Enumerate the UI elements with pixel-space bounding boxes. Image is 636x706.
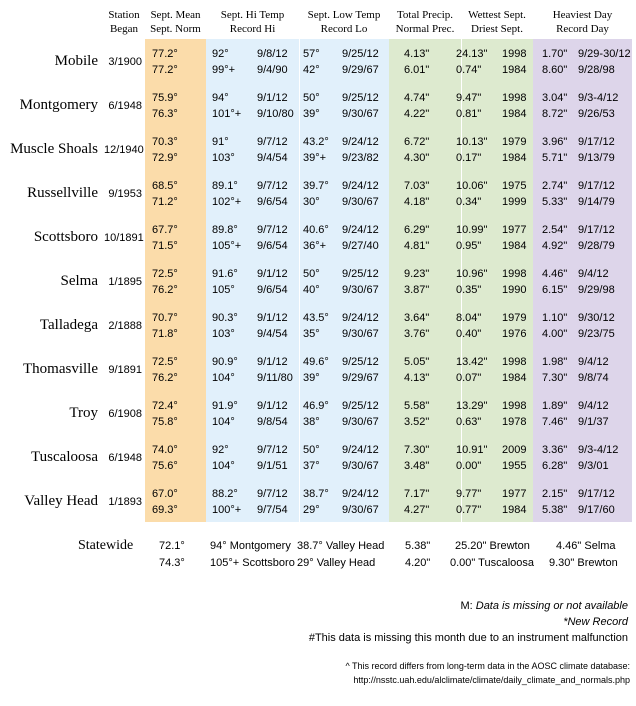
- cell-heaviest-day: 1.89": [542, 400, 568, 412]
- cell-lo: 43.5°: [303, 312, 329, 324]
- cell-driest-year: 1984: [502, 372, 527, 384]
- cell-lo-date: 9/24/12: [342, 444, 379, 456]
- cell-norm: 71.8°: [152, 328, 178, 340]
- statewide-heaviest-day: 4.46" Selma: [556, 540, 616, 552]
- cell-hi-date: 9/1/12: [257, 312, 288, 324]
- cell-mean: 77.2°: [152, 48, 178, 60]
- cell-driest: 0.00": [456, 460, 482, 472]
- station-name: Scottsboro: [33, 229, 98, 245]
- cell-hi: 92°: [212, 444, 229, 456]
- cell-record-hi: 101°+: [212, 108, 242, 120]
- cell-record-day: 5.33": [542, 196, 568, 208]
- cell-mean: 72.5°: [152, 268, 178, 280]
- cell-hi-date: 9/7/12: [257, 136, 288, 148]
- station-name: Muscle Shoals: [10, 141, 98, 157]
- header-precip: Total Precip. Normal Prec.: [395, 9, 455, 35]
- cell-hi-date: 9/7/12: [257, 488, 288, 500]
- cell-lo: 39.7°: [303, 180, 329, 192]
- cell-record-day: 7.46": [542, 416, 568, 428]
- cell-lo-date: 9/25/12: [342, 268, 379, 280]
- station-began: 6/1948: [108, 100, 142, 112]
- footnote-line1: ^ This record differs from long-term data in the AOSC climate database:: [345, 661, 630, 671]
- cell-record-lo: 38°: [303, 416, 320, 428]
- cell-norm: 75.6°: [152, 460, 178, 472]
- cell-hi: 88.2°: [212, 488, 238, 500]
- station-began: 12/1940: [104, 144, 144, 156]
- cell-norm: 71.5°: [152, 240, 178, 252]
- cell-record-day-date: 9/29/98: [578, 284, 615, 296]
- cell-lo-date: 9/24/12: [342, 224, 379, 236]
- cell-norm: 71.2°: [152, 196, 178, 208]
- station-began: 9/1891: [108, 364, 142, 376]
- cell-heaviest-day-date: 9/4/12: [578, 356, 609, 368]
- station-began: 3/1900: [108, 56, 142, 68]
- header-hi-temp: Sept. Hi Temp Record Hi: [220, 9, 285, 35]
- statewide-normal-precip: 4.20": [405, 557, 431, 569]
- statewide-label: Statewide: [78, 538, 134, 553]
- cell-norm: 72.9°: [152, 152, 178, 164]
- cell-driest: 0.17": [456, 152, 482, 164]
- cell-driest: 0.63": [456, 416, 482, 428]
- cell-mean: 72.5°: [152, 356, 178, 368]
- cell-hi: 90.3°: [212, 312, 238, 324]
- cell-record-hi: 103°: [212, 328, 235, 340]
- cell-record-day: 8.72": [542, 108, 568, 120]
- cell-heaviest-day-date: 9/3-4/12: [578, 92, 619, 104]
- table-row: [0, 174, 636, 218]
- station-name: Tuscaloosa: [31, 449, 98, 465]
- cell-wettest-year: 2009: [502, 444, 527, 456]
- cell-wettest-year: 1998: [502, 400, 527, 412]
- cell-lo-date: 9/24/12: [342, 180, 379, 192]
- cell-normal-precip: 6.01": [404, 64, 430, 76]
- statewide-driest: 0.00" Tuscaloosa: [450, 557, 535, 569]
- cell-heaviest-day: 3.36": [542, 444, 568, 456]
- cell-record-hi: 99°+: [212, 64, 236, 76]
- cell-norm: 75.8°: [152, 416, 178, 428]
- legend-missing-key: M:: [460, 600, 473, 612]
- cell-wettest-year: 1977: [502, 488, 527, 500]
- cell-record-lo: 39°+: [303, 152, 327, 164]
- cell-record-hi-date: 9/4/54: [257, 152, 288, 164]
- statewide-norm: 74.3°: [159, 557, 185, 569]
- station-name: Troy: [69, 405, 98, 421]
- cell-mean: 67.7°: [152, 224, 178, 236]
- cell-mean: 72.4°: [152, 400, 178, 412]
- cell-driest: 0.34": [456, 196, 482, 208]
- cell-norm: 76.2°: [152, 284, 178, 296]
- cell-heaviest-day: 1.10": [542, 312, 568, 324]
- cell-hi: 94°: [212, 92, 229, 104]
- cell-wettest: 13.29": [456, 400, 488, 412]
- cell-record-hi: 100°+: [212, 504, 242, 516]
- cell-driest-year: 1984: [502, 504, 527, 516]
- cell-precip: 4.13": [404, 48, 430, 60]
- cell-normal-precip: 4.18": [404, 196, 430, 208]
- station-began: 9/1953: [108, 188, 142, 200]
- cell-record-hi: 103°: [212, 152, 235, 164]
- cell-record-lo-date: 9/23/82: [342, 152, 379, 164]
- cell-lo-date: 9/24/12: [342, 136, 379, 148]
- cell-record-hi: 105°: [212, 284, 235, 296]
- cell-lo: 50°: [303, 268, 320, 280]
- cell-wettest: 9.77": [456, 488, 482, 500]
- table-row: [0, 438, 636, 482]
- footnote-line2: http://nsstc.uah.edu/alclimate/climate/daily_climate_and_normals.php: [353, 675, 630, 685]
- cell-wettest: 10.13": [456, 136, 488, 148]
- cell-wettest-year: 1998: [502, 48, 527, 60]
- cell-lo: 43.2°: [303, 136, 329, 148]
- cell-hi-date: 9/1/12: [257, 356, 288, 368]
- cell-lo-date: 9/25/12: [342, 356, 379, 368]
- header-low-temp: Sept. Low Temp Record Lo: [307, 9, 381, 35]
- cell-hi-date: 9/1/12: [257, 92, 288, 104]
- cell-record-day-date: 9/3/01: [578, 460, 609, 472]
- cell-norm: 76.3°: [152, 108, 178, 120]
- station-name: Russellville: [27, 185, 98, 201]
- table-row: [0, 130, 636, 174]
- cell-mean: 67.0°: [152, 488, 178, 500]
- cell-driest-year: 1999: [502, 196, 527, 208]
- cell-record-lo-date: 9/30/67: [342, 460, 379, 472]
- cell-driest-year: 1984: [502, 108, 527, 120]
- cell-record-lo: 30°: [303, 196, 320, 208]
- cell-normal-precip: 3.87": [404, 284, 430, 296]
- cell-hi-date: 9/8/12: [257, 48, 288, 60]
- cell-heaviest-day: 1.70": [542, 48, 568, 60]
- cell-record-hi-date: 9/4/54: [257, 328, 288, 340]
- cell-normal-precip: 4.30": [404, 152, 430, 164]
- cell-record-lo-date: 9/30/67: [342, 196, 379, 208]
- cell-hi: 92°: [212, 48, 229, 60]
- cell-lo: 49.6°: [303, 356, 329, 368]
- cell-record-lo-date: 9/30/67: [342, 416, 379, 428]
- cell-hi: 91.6°: [212, 268, 238, 280]
- cell-record-hi: 104°: [212, 372, 235, 384]
- cell-heaviest-day: 3.96": [542, 136, 568, 148]
- cell-record-hi-date: 9/8/54: [257, 416, 288, 428]
- cell-lo: 40.6°: [303, 224, 329, 236]
- table-row: [0, 42, 636, 86]
- cell-record-lo: 36°+: [303, 240, 327, 252]
- cell-driest: 0.95": [456, 240, 482, 252]
- cell-heaviest-day-date: 9/4/12: [578, 400, 609, 412]
- cell-heaviest-day: 2.54": [542, 224, 568, 236]
- cell-heaviest-day-date: 9/17/12: [578, 224, 615, 236]
- station-name: Valley Head: [24, 493, 98, 509]
- cell-wettest: 8.04": [456, 312, 482, 324]
- cell-record-lo-date: 9/29/67: [342, 64, 379, 76]
- cell-norm: 77.2°: [152, 64, 178, 76]
- cell-wettest: 10.06": [456, 180, 488, 192]
- cell-wettest-year: 1998: [502, 268, 527, 280]
- cell-hi: 91.9°: [212, 400, 238, 412]
- cell-driest-year: 1976: [502, 328, 527, 340]
- cell-precip: 7.17": [404, 488, 430, 500]
- cell-hi-date: 9/1/12: [257, 268, 288, 280]
- cell-lo-date: 9/25/12: [342, 48, 379, 60]
- statewide-lo: 38.7° Valley Head: [297, 540, 385, 552]
- cell-heaviest-day-date: 9/30/12: [578, 312, 615, 324]
- cell-record-hi-date: 9/1/51: [257, 460, 288, 472]
- cell-driest: 0.74": [456, 64, 482, 76]
- legend-new-record: [563, 615, 628, 629]
- cell-normal-precip: 3.76": [404, 328, 430, 340]
- cell-norm: 76.2°: [152, 372, 178, 384]
- statewide-record-lo: 29° Valley Head: [297, 557, 376, 569]
- cell-record-day-date: 9/17/60: [578, 504, 615, 516]
- cell-record-day-date: 9/26/53: [578, 108, 615, 120]
- station-began: 10/1891: [104, 232, 144, 244]
- cell-heaviest-day-date: 9/17/12: [578, 180, 615, 192]
- cell-lo-date: 9/25/12: [342, 400, 379, 412]
- cell-driest: 0.40": [456, 328, 482, 340]
- header-heaviest-day: Heaviest Day Record Day: [552, 9, 613, 35]
- cell-record-hi-date: 9/6/54: [257, 240, 288, 252]
- station-began: 6/1908: [108, 408, 142, 420]
- cell-record-hi: 104°: [212, 416, 235, 428]
- statewide-record-hi: 105°+ Scottsboro: [210, 557, 295, 569]
- cell-wettest-year: 1998: [502, 356, 527, 368]
- cell-heaviest-day-date: 9/4/12: [578, 268, 609, 280]
- cell-record-lo: 42°: [303, 64, 320, 76]
- station-name: Thomasville: [23, 361, 98, 377]
- cell-record-lo: 37°: [303, 460, 320, 472]
- cell-record-lo-date: 9/29/67: [342, 372, 379, 384]
- cell-mean: 74.0°: [152, 444, 178, 456]
- cell-hi: 89.8°: [212, 224, 238, 236]
- cell-wettest-year: 1979: [502, 136, 527, 148]
- statewide-precip: 5.38": [405, 540, 431, 552]
- cell-record-lo: 29°: [303, 504, 320, 516]
- cell-record-lo: 39°: [303, 372, 320, 384]
- cell-heaviest-day: 4.46": [542, 268, 568, 280]
- cell-record-day: 6.28": [542, 460, 568, 472]
- cell-mean: 68.5°: [152, 180, 178, 192]
- station-began: 1/1895: [108, 276, 142, 288]
- table-row: [0, 394, 636, 438]
- cell-mean: 70.3°: [152, 136, 178, 148]
- cell-wettest: 10.96": [456, 268, 488, 280]
- cell-normal-precip: 4.81": [404, 240, 430, 252]
- legend-new-record-text: *New Record: [563, 616, 628, 628]
- cell-wettest: 9.47": [456, 92, 482, 104]
- cell-hi-date: 9/7/12: [257, 180, 288, 192]
- cell-heaviest-day-date: 9/17/12: [578, 488, 615, 500]
- cell-driest-year: 1955: [502, 460, 527, 472]
- cell-precip: 3.64": [404, 312, 430, 324]
- table-row: [0, 218, 636, 262]
- cell-record-day-date: 9/1/37: [578, 416, 609, 428]
- cell-record-hi-date: 9/6/54: [257, 196, 288, 208]
- table-row: [0, 86, 636, 130]
- cell-record-hi-date: 9/7/54: [257, 504, 288, 516]
- station-name: Talladega: [39, 317, 98, 333]
- cell-wettest-year: 1998: [502, 92, 527, 104]
- cell-wettest-year: 1977: [502, 224, 527, 236]
- cell-driest-year: 1984: [502, 64, 527, 76]
- cell-record-lo-date: 9/30/67: [342, 504, 379, 516]
- cell-driest: 0.77": [456, 504, 482, 516]
- table-row: [0, 350, 636, 394]
- cell-normal-precip: 4.22": [404, 108, 430, 120]
- cell-record-hi: 102°+: [212, 196, 242, 208]
- cell-hi: 91°: [212, 136, 229, 148]
- cell-lo: 46.9°: [303, 400, 329, 412]
- cell-record-day: 7.30": [542, 372, 568, 384]
- cell-hi-date: 9/7/12: [257, 444, 288, 456]
- cell-driest-year: 1978: [502, 416, 527, 428]
- cell-precip: 4.74": [404, 92, 430, 104]
- station-began: 1/1893: [108, 496, 142, 508]
- cell-record-lo: 40°: [303, 284, 320, 296]
- station-name: Montgomery: [19, 97, 98, 113]
- statewide-wettest: 25.20" Brewton: [455, 540, 530, 552]
- cell-lo: 50°: [303, 92, 320, 104]
- table-row: [0, 482, 636, 526]
- cell-record-hi: 104°: [212, 460, 235, 472]
- cell-record-day: 5.38": [542, 504, 568, 516]
- cell-mean: 70.7°: [152, 312, 178, 324]
- cell-record-day: 4.00": [542, 328, 568, 340]
- header-station-began: Station Began: [108, 9, 140, 35]
- cell-wettest: 10.99": [456, 224, 488, 236]
- statewide-mean: 72.1°: [159, 540, 185, 552]
- cell-record-lo: 35°: [303, 328, 320, 340]
- cell-driest: 0.07": [456, 372, 482, 384]
- cell-record-day: 4.92": [542, 240, 568, 252]
- cell-precip: 6.29": [404, 224, 430, 236]
- cell-record-day-date: 9/28/79: [578, 240, 615, 252]
- cell-precip: 6.72": [404, 136, 430, 148]
- statewide-hi: 94° Montgomery: [210, 540, 291, 552]
- cell-driest-year: 1984: [502, 152, 527, 164]
- cell-record-lo-date: 9/30/67: [342, 328, 379, 340]
- cell-hi: 89.1°: [212, 180, 238, 192]
- statewide-record-day: 9.30" Brewton: [549, 557, 618, 569]
- legend-missing-text: Data is missing or not available: [475, 600, 628, 612]
- cell-lo: 57°: [303, 48, 320, 60]
- cell-driest-year: 1990: [502, 284, 527, 296]
- cell-record-lo-date: 9/30/67: [342, 284, 379, 296]
- legend-missing: [460, 599, 628, 613]
- cell-record-day-date: 9/28/98: [578, 64, 615, 76]
- cell-heaviest-day: 3.04": [542, 92, 568, 104]
- cell-record-day: 5.71": [542, 152, 568, 164]
- cell-heaviest-day: 2.15": [542, 488, 568, 500]
- cell-record-hi: 105°+: [212, 240, 242, 252]
- cell-wettest: 24.13": [456, 48, 488, 60]
- cell-record-hi-date: 9/11/80: [257, 372, 293, 384]
- cell-heaviest-day: 2.74": [542, 180, 568, 192]
- cell-record-day: 8.60": [542, 64, 568, 76]
- cell-normal-precip: 4.27": [404, 504, 430, 516]
- cell-lo: 38.7°: [303, 488, 329, 500]
- cell-record-lo-date: 9/30/67: [342, 108, 379, 120]
- cell-record-lo-date: 9/27/40: [342, 240, 379, 252]
- cell-normal-precip: 3.48": [404, 460, 430, 472]
- cell-normal-precip: 3.52": [404, 416, 430, 428]
- cell-precip: 5.05": [404, 356, 430, 368]
- cell-precip: 7.03": [404, 180, 430, 192]
- station-began: 6/1948: [108, 452, 142, 464]
- cell-normal-precip: 4.13": [404, 372, 430, 384]
- cell-hi: 90.9°: [212, 356, 238, 368]
- cell-norm: 69.3°: [152, 504, 178, 516]
- cell-record-day-date: 9/14/79: [578, 196, 615, 208]
- cell-lo-date: 9/24/12: [342, 488, 379, 500]
- cell-wettest-year: 1979: [502, 312, 527, 324]
- station-name: Mobile: [54, 53, 98, 69]
- cell-mean: 75.9°: [152, 92, 178, 104]
- table-row: [0, 306, 636, 350]
- cell-record-hi-date: 9/10/80: [257, 108, 294, 120]
- cell-hi-date: 9/7/12: [257, 224, 288, 236]
- cell-precip: 5.58": [404, 400, 430, 412]
- cell-driest-year: 1984: [502, 240, 527, 252]
- cell-heaviest-day-date: 9/17/12: [578, 136, 615, 148]
- cell-heaviest-day: 1.98": [542, 356, 568, 368]
- cell-lo-date: 9/24/12: [342, 312, 379, 324]
- cell-record-hi-date: 9/4/90: [257, 64, 288, 76]
- cell-precip: 7.30": [404, 444, 430, 456]
- cell-lo: 50°: [303, 444, 320, 456]
- cell-driest: 0.35": [456, 284, 482, 296]
- cell-wettest-year: 1975: [502, 180, 527, 192]
- station-began: 2/1888: [108, 320, 142, 332]
- header-wettest: Wettest Sept. Driest Sept.: [468, 9, 526, 35]
- cell-record-day-date: 9/23/75: [578, 328, 615, 340]
- cell-record-day-date: 9/8/74: [578, 372, 609, 384]
- cell-wettest: 13.42": [456, 356, 488, 368]
- cell-record-day: 6.15": [542, 284, 568, 296]
- cell-record-hi-date: 9/6/54: [257, 284, 288, 296]
- cell-record-day-date: 9/13/79: [578, 152, 615, 164]
- cell-driest: 0.81": [456, 108, 482, 120]
- header-mean: Sept. Mean Sept. Norm: [150, 9, 201, 35]
- station-name: Selma: [60, 273, 98, 289]
- legend-malfunction: #This data is missing this month due to an instrument malfunction: [308, 632, 628, 644]
- cell-precip: 9.23": [404, 268, 430, 280]
- table-row: [0, 262, 636, 306]
- cell-wettest: 10.91": [456, 444, 488, 456]
- cell-lo-date: 9/25/12: [342, 92, 379, 104]
- cell-hi-date: 9/1/12: [257, 400, 288, 412]
- cell-heaviest-day-date: 9/3-4/12: [578, 444, 619, 456]
- cell-record-lo: 39°: [303, 108, 320, 120]
- cell-heaviest-day-date: 9/29-30/12: [578, 48, 631, 60]
